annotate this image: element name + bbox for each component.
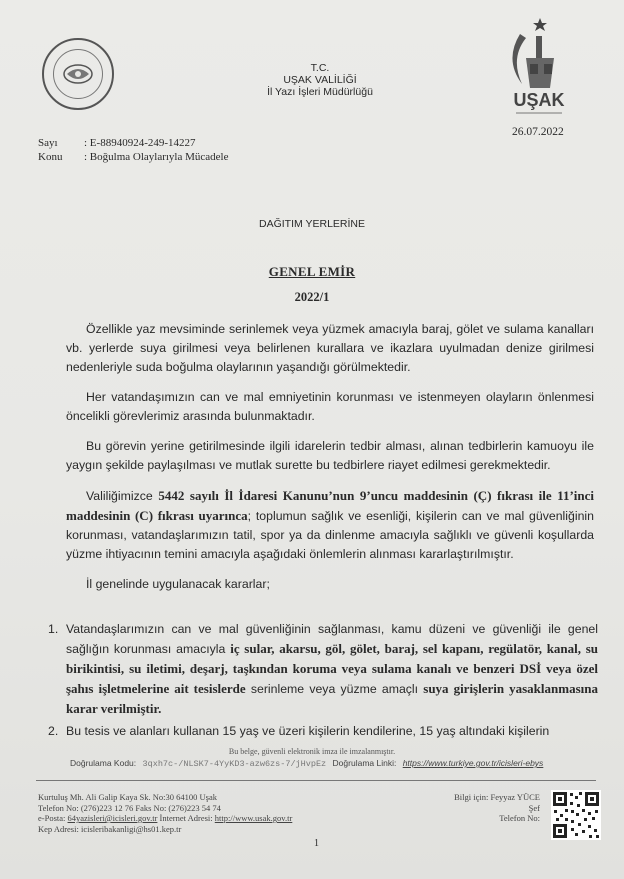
governorship-seal-icon	[42, 38, 114, 110]
paragraph-1: Özellikle yaz mevsiminde serinlemek veya yüzmek amacıyla baraj, gölet ve sulama kanalları vb. yerlerde suya girilmesi veya belirlenen kurallara ve ikazlara uyulmadan denize girilmesi nedenleriyle suda boğulma olaylarının yaşandığı görülmektedir.	[66, 322, 594, 374]
footer-contact-line	[38, 813, 292, 824]
footer-address	[38, 792, 292, 834]
verification-link-label: Doğrulama Linki:	[332, 758, 397, 768]
paragraph-5: İl genelinde uygulanacak kararlar;	[86, 577, 270, 591]
e-signature-note: Bu belge, güvenli elektronik imza ile imzalanmıştır.	[228, 747, 396, 756]
sayi-label: Sayı	[38, 137, 58, 149]
web-link[interactable]: http://www.usak.gov.tr	[214, 813, 293, 823]
footer-phone-line: Telefon No: (276)223 12 76 Faks No: (276)223 54 74	[38, 802, 221, 813]
sayi-value: : E-88940924-249-14227	[84, 137, 196, 149]
info-person: Bilgi için: Feyyaz YÜCE	[454, 792, 540, 802]
item-1-middle: serinleme veya yüzme amaçlı	[245, 682, 424, 696]
footer-kep-line: Kep Adresi: icisleribakanligi@hs01.kep.tr	[38, 823, 182, 834]
item-1-intro: Vatandaşlarımızın can ve mal güvenliğinin sağlanması, kamu düzeni ve güvenliği ile genel sağlığın korunması amacıyla	[66, 622, 598, 656]
paragraph-4-rest: ; toplumun sağlık ve esenliği, kişilerin can ve mal güvenliğinin korunması, vatandaşlarımızın tatil, spor ya da dinlenme amacıyla sağlıklı ve güvenli koşullarda yüzme ihtiyacının temini amacıyla aşağıdaki önlemlerin alınması kararlaştırılmıştır.	[66, 509, 594, 561]
letterhead-line-2: UŞAK VALİLİĞİ	[283, 74, 357, 86]
letterhead-line-3: İl Yazı İşleri Müdürlüğü	[267, 86, 373, 98]
document-subtitle: 2022/1	[294, 290, 330, 304]
list-item	[48, 722, 598, 741]
usak-city-logo	[496, 14, 582, 118]
list-item-number: 2.	[48, 724, 59, 738]
eposta-link[interactable]: 64yazisleri@icisleri.gov.tr	[67, 813, 158, 823]
verification-code-label: Doğrulama Kodu:	[70, 758, 137, 768]
info-title: Şef	[528, 802, 540, 813]
document-body	[66, 320, 594, 605]
document-title: GENEL EMİR	[268, 264, 356, 279]
footer-contact-person	[440, 792, 540, 824]
footer-divider	[36, 780, 596, 781]
letterhead-line-1: T.C.	[310, 62, 330, 74]
info-phone: Telefon No:	[499, 813, 540, 823]
eposta-label: e-Posta:	[38, 813, 66, 823]
paragraph-3: Bu görevin yerine getirilmesinde ilgili idarelerin tedbir alması, alınan tedbirlerin kamuoyu ile yaygın şekilde paylaşılması ve mutlak surette bu tedbirlere riayet edilmesi gerekmektedir.	[66, 439, 594, 472]
paragraph-4-law-reference: 5442 sayılı İl İdaresi Kanunu’nun 9’uncu maddesinin (Ç) fıkrası ile 11’inci maddesinin (C) fıkrası uyarınca	[66, 488, 594, 523]
letterhead	[220, 62, 420, 98]
qr-code-icon	[551, 790, 601, 840]
paragraph-2: Her vatandaşımızın can ve mal emniyetinin korunması ve istenmeyen olayların önlenmesi öncelikli görevlerimiz arasında bulunmaktadır.	[66, 390, 594, 423]
footer-address-line: Kurtuluş Mh. Ali Galip Kaya Sk. No:30 64100 Uşak	[38, 792, 217, 802]
document-date: 26.07.2022	[512, 126, 564, 138]
svg-text:UŞAK: UŞAK	[513, 90, 565, 110]
konu-label: Konu	[38, 151, 63, 163]
list-item-number: 1.	[48, 622, 59, 636]
paragraph-4-intro: Valiliğimizce	[86, 489, 159, 503]
paragraph-4	[66, 486, 594, 564]
web-label: İnternet Adresi:	[159, 813, 213, 823]
verification-line	[70, 758, 543, 769]
distribution-heading: DAĞITIM YERLERİNE	[259, 218, 365, 230]
konu-value: : Boğulma Olaylarıyla Mücadele	[84, 151, 229, 163]
item-1-places: iç sular, akarsu, göl, gölet, baraj, sel kapanı, regülatör, kanal, su birikintisi, su iletimi, deşarj, taşkından koruma veya sulama kanalı ve benzeri DSİ veya özel şahıs işletmelerine ait tesislerde	[66, 641, 598, 696]
page-number: 1	[314, 838, 319, 849]
list-item	[48, 620, 598, 719]
list-item-text: Bu tesis ve alanları kullanan 15 yaş ve üzeri kişilerin kendilerine, 15 yaş altındaki kişilerin	[66, 724, 550, 738]
decision-list	[48, 620, 598, 744]
document-meta	[38, 136, 228, 164]
list-item-text	[66, 620, 598, 719]
verification-code: 3qxh7c-/NLSK7-4YyKD3-azw6zs-7/jHvpEz	[142, 759, 327, 769]
item-1-decision: suya girişlerin yasaklanmasına karar verilmiştir.	[66, 681, 598, 716]
verification-link[interactable]: https://www.turkiye.gov.tr/icisleri-ebys	[402, 758, 544, 768]
